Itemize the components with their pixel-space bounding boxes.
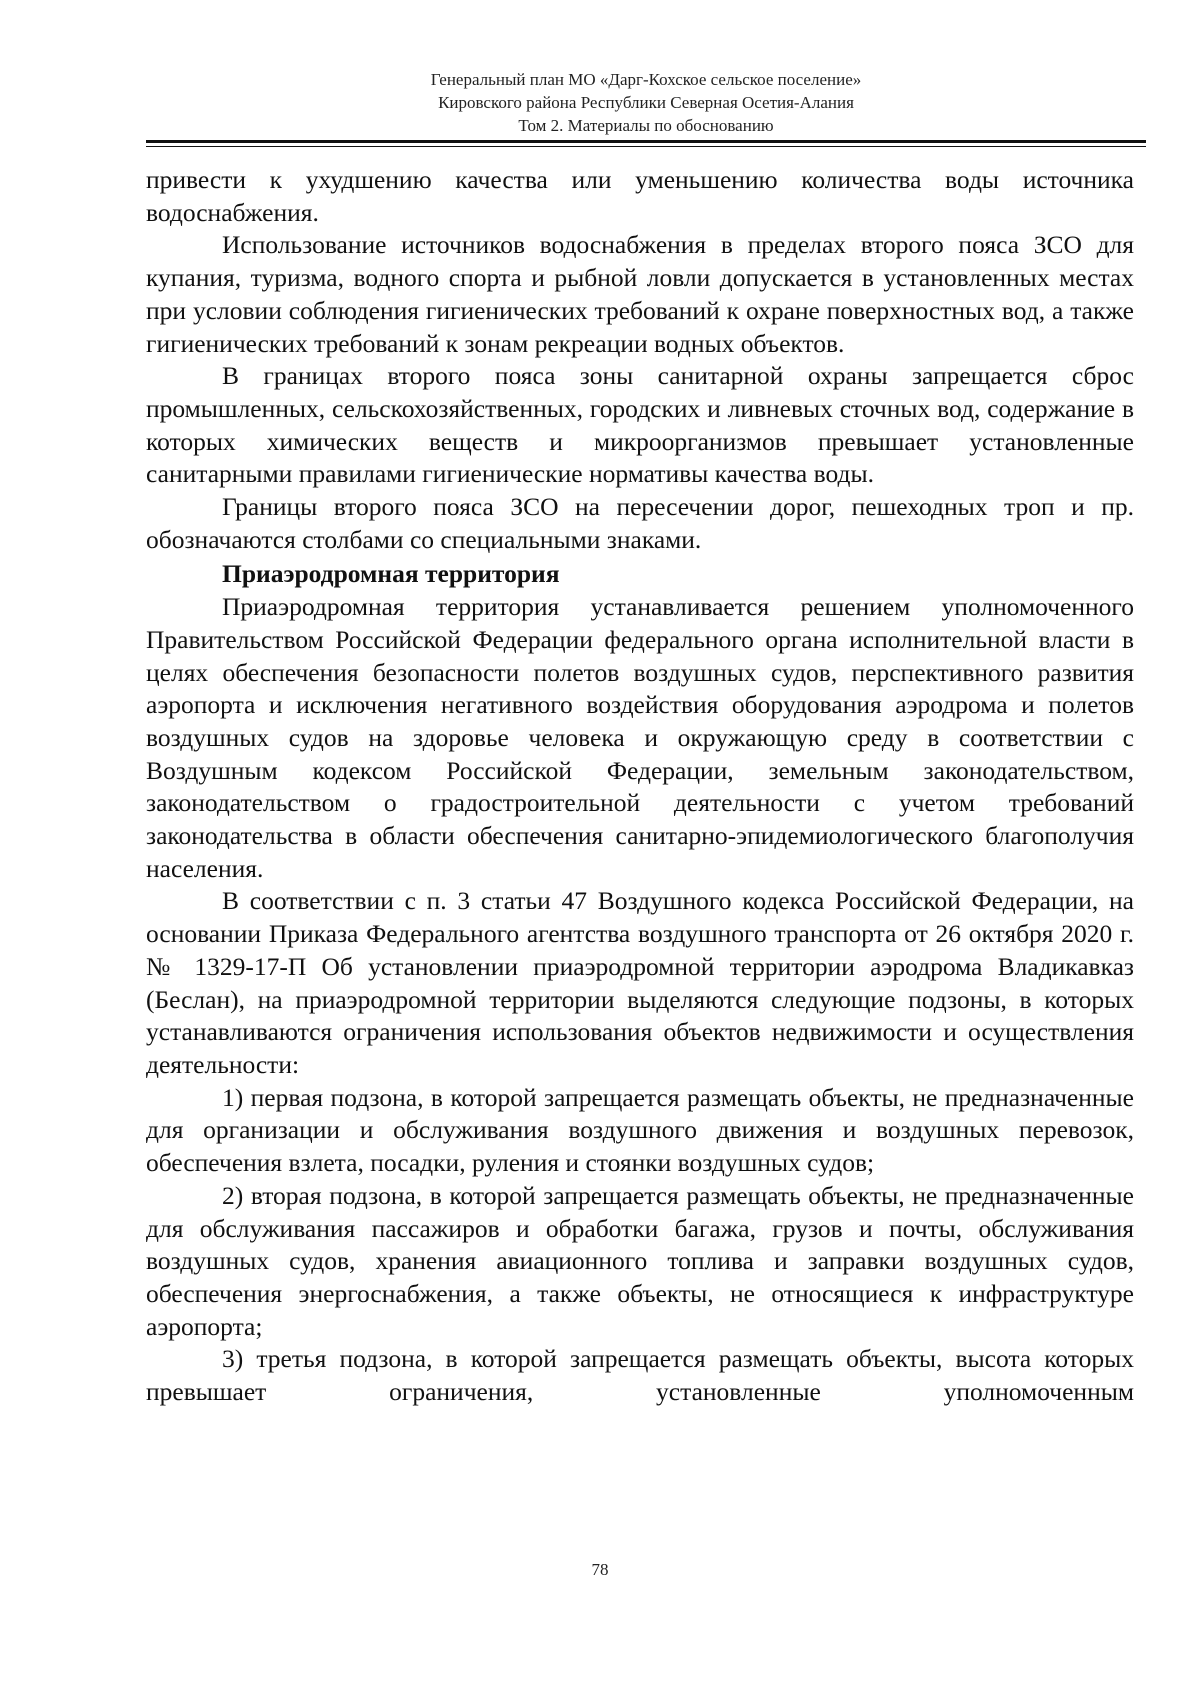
header-line-1: Генеральный план МО «Дарг-Кохское сельское поселение» xyxy=(430,70,862,89)
paragraph: В границах второго пояса зоны санитарной охраны запрещается сброс промышленных, сельскохозяйственных, городских и ливневых сточных вод, содержание в которых химических веществ и микроорганизмов превышает установленные санитарными правилами гигиенические нормативы качества воды. xyxy=(146,361,1134,489)
paragraph: В соответствии с п. 3 статьи 47 Воздушного кодекса Российской Федерации, на основании Приказа Федерального агентства воздушного транспорта от 26 октября 2020 г. № 1329-17-П Об установлении приаэродромной территории аэродрома Владикавказ (Беслан), на приаэродромной территории выделяются следующие подзоны, в которых устанавливаются ограничения использования объектов недвижимости и осуществления деятельности: xyxy=(146,886,1134,1079)
paragraph: Границы второго пояса ЗСО на пересечении дорог, пешеходных троп и пр. обозначаются столбами со специальными знаками. xyxy=(146,492,1134,554)
page-number: 78 xyxy=(591,1560,609,1579)
paragraph: Использование источников водоснабжения в пределах второго пояса ЗСО для купания, туризма, водного спорта и рыбной ловли допускается в установленных местах при условии соблюдения гигиенических требований к охране поверхностных вод, а также гигиенических требований к зонам рекреации водных объектов. xyxy=(146,230,1134,358)
paragraph: Приаэродромная территория устанавливается решением уполномоченного Правительством Российской Федерации федерального органа исполнительной власти в целях обеспечения безопасности полетов воздушных судов, перспективного развития аэропорта и исключения негативного воздействия оборудования аэродрома и полетов воздушных судов на здоровье человека и окружающую среду в соответствии с Воздушным кодексом Российской Федерации, земельным законодательством, законодательством о градостроительной деятельности с учетом требований законодательства в области обеспечения санитарно-эпидемиологического благополучия населения. xyxy=(146,592,1134,883)
paragraph: привести к ухудшению качества или уменьшению количества воды источника водоснабжения. xyxy=(146,165,1134,227)
list-item: 2) вторая подзона, в которой запрещается размещать объекты, не предназначенные для обслуживания пассажиров и обработки багажа, грузов и почты, обслуживания воздушных судов, хранения авиационного топлива и заправки воздушных судов, обеспечения энергоснабжения, а также объекты, не относящиеся к инфраструктуре аэропорта; xyxy=(146,1180,1134,1341)
running-header xyxy=(146,68,1146,137)
list-item: 3) третья подзона, в которой запрещается размещать объекты, высота которых превышает ограничения, установленные уполномоченным xyxy=(146,1344,1134,1407)
list-item: 1) первая подзона, в которой запрещается размещать объекты, не предназначенные для организации и обслуживания воздушного движения и воздушных перевозок, обеспечения взлета, посадки, руления и стоянки воздушных судов; xyxy=(146,1082,1134,1178)
header-line-3: Том 2. Материалы по обоснованию xyxy=(518,116,774,135)
header-divider xyxy=(146,140,1146,147)
body-text xyxy=(146,164,1134,1409)
header-line-2: Кировского района Республики Северная Осетия-Алания xyxy=(438,93,854,112)
section-heading: Приаэродромная территория xyxy=(222,559,560,589)
